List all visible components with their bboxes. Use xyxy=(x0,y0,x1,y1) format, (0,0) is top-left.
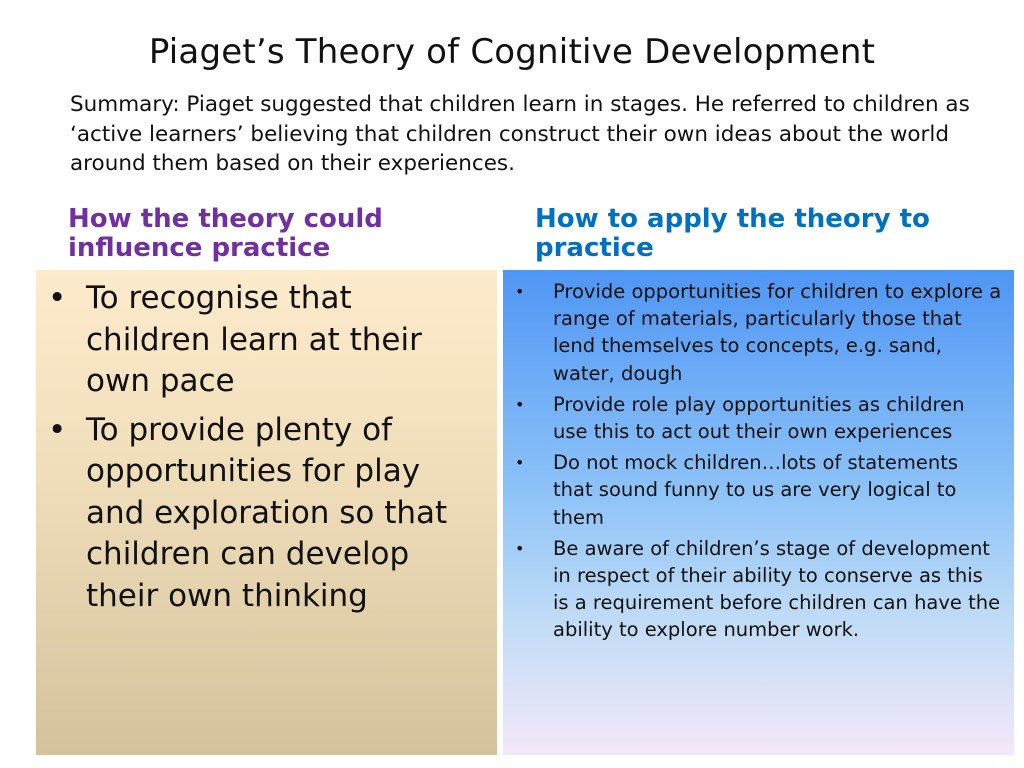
list-item xyxy=(513,535,1002,644)
bullet-icon: • xyxy=(515,453,525,473)
right-column-heading: How to apply the theory to practice xyxy=(535,204,930,263)
bullet-icon: • xyxy=(515,394,525,414)
list-item xyxy=(48,410,477,618)
bullet-icon: • xyxy=(515,538,525,558)
bullet-icon: • xyxy=(515,282,525,301)
list-item xyxy=(48,278,477,403)
bullet-icon: • xyxy=(48,280,67,316)
influence-practice-list xyxy=(36,270,497,617)
influence-practice-panel xyxy=(36,270,497,755)
list-item xyxy=(513,278,1002,387)
list-item-text: Provide role play opportunities as children use this to act out their own experiences xyxy=(553,392,965,444)
apply-practice-panel xyxy=(503,270,1014,755)
list-item xyxy=(513,391,1002,445)
slide-title: Piaget’s Theory of Cognitive Development xyxy=(148,32,876,72)
bullet-icon: • xyxy=(48,411,67,448)
left-column-heading: How the theory could influence practice xyxy=(68,204,383,263)
list-item-text: To provide plenty of opportunities for play and exploration so that children can develop their own thinking xyxy=(86,411,448,614)
apply-practice-list xyxy=(503,270,1014,644)
list-item-text: Provide opportunities for children to explore a range of materials, particularly those that lend themselves to concepts, e.g. sand, water, dough xyxy=(553,280,1002,385)
list-item-text: To recognise that children learn at their own pace xyxy=(86,280,422,399)
list-item-text: Be aware of children’s stage of development in respect of their ability to conserve as this is a requirement before children can have the ability to explore number work. xyxy=(553,536,1001,642)
list-item xyxy=(513,449,1002,531)
list-item-text: Do not mock children…lots of statements that sound funny to us are very logical to them xyxy=(553,451,959,529)
summary-text: Summary: Piaget suggested that children learn in stages. He referred to children as ‘active learners’ believing that children construct their own ideas about the world around them based on their experiences. xyxy=(70,92,970,176)
